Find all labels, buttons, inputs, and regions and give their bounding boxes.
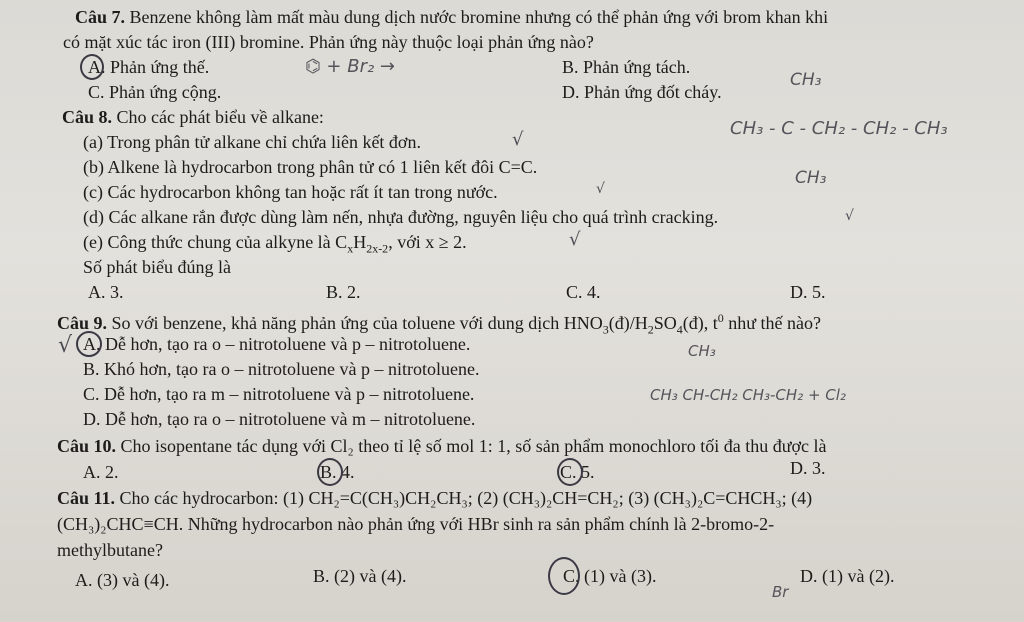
q7-line2: có mặt xúc tác iron (III) bromine. Phản ứng này thuộc loại phản ứng nào?: [63, 32, 594, 52]
answer-circle-mark: [548, 557, 580, 595]
q7-stem: Benzene không làm mất màu dung dịch nước bromine nhưng có thể phản ứng với brom khan khi: [129, 7, 829, 27]
q9-stem-post: (đ), t: [682, 313, 718, 333]
check-mark-icon: √: [845, 208, 854, 224]
q7-option-c[interactable]: C. Phản ứng cộng.: [88, 82, 222, 102]
q9-mid: (đ)/H: [608, 313, 648, 333]
q9-sub3: 3: [602, 322, 609, 337]
q8-e-h: H: [353, 232, 367, 252]
q8-statement-a: (a) Trong phân tử alkane chỉ chứa liên kết đơn.: [83, 132, 421, 152]
q8-statement-d: (d) Các alkane rắn được dùng làm nến, nhựa đường, nguyên liệu cho quá trình cracking.: [83, 207, 719, 227]
q11-number: Câu 11.: [57, 488, 116, 508]
q7-option-a[interactable]: A. Phản ứng thế.: [88, 57, 210, 77]
check-mark-icon: √: [596, 181, 605, 197]
q11-option-c[interactable]: C. (1) và (3).: [563, 566, 657, 586]
q8-stem-line: [62, 106, 324, 128]
q7-option-b[interactable]: B. Phản ứng tách.: [562, 57, 691, 77]
q10-option-b[interactable]: B. 4.: [320, 462, 355, 482]
q9-number: Câu 9.: [57, 313, 108, 333]
q10-option-d[interactable]: D. 3.: [790, 458, 826, 478]
q9-option-b[interactable]: B. Khó hơn, tạo ra o – nitrotoluene và p – nitrotoluene.: [83, 359, 480, 379]
q8-e-prefix: (e) Công thức chung của alkyne là C: [83, 232, 348, 252]
handwritten-br: Br: [772, 583, 789, 601]
q11-line3: methylbutane?: [57, 540, 163, 560]
q9-sub4: 4: [676, 322, 683, 337]
q7-option-d[interactable]: D. Phản ứng đốt cháy.: [562, 82, 722, 102]
check-mark-icon: √: [58, 333, 73, 358]
check-mark-icon: √: [569, 229, 581, 250]
q7-line1: [75, 6, 828, 28]
q9-stem-pre: So với benzene, khả năng phản ứng của toluene với dung dịch HNO: [111, 313, 603, 333]
q9-sub2: 2: [647, 322, 654, 337]
handwritten-isopentane-cl2: CH₃ CH-CH₂ CH₃-CH₂ + Cl₂: [650, 386, 846, 404]
q10-option-a[interactable]: A. 2.: [83, 462, 119, 482]
handwritten-carbon-chain: CH₃ - C - CH₂ - CH₂ - CH₃: [730, 118, 948, 139]
q11-line1: [57, 487, 812, 509]
q9-sup0: 0: [717, 311, 724, 325]
answer-circle-mark: [557, 458, 583, 486]
q8-option-a[interactable]: A. 3.: [88, 282, 124, 302]
q8-stem: Cho các phát biểu về alkane:: [116, 107, 324, 127]
q8-statement-c: (c) Các hydrocarbon không tan hoặc rất ít tan trong nước.: [83, 182, 498, 202]
q8-option-d[interactable]: D. 5.: [790, 282, 826, 302]
q10-option-c[interactable]: C. 5.: [560, 462, 595, 482]
q9-stem-end: như thế nào?: [723, 313, 821, 333]
q9-option-c[interactable]: C. Dễ hơn, tạo ra m – nitrotoluene và p – nitrotoluene.: [83, 384, 475, 404]
q9-so: SO: [653, 313, 677, 333]
answer-circle-mark: [80, 54, 104, 80]
q8-statement-b: (b) Alkene là hydrocarbon trong phân tử có 1 liên kết đôi C=C.: [83, 157, 538, 177]
handwritten-ch3-top: CH₃: [790, 70, 822, 90]
answer-circle-mark: [76, 331, 102, 357]
q8-e-sub: 2x-2: [366, 241, 389, 256]
q7-number: Câu 7.: [75, 7, 126, 27]
q10-stem-line: [57, 435, 827, 457]
q8-e-sub-x: x: [347, 241, 354, 256]
q11-line2: (CH₃)₂CHC≡CH. Những hydrocarbon nào phản ứng với HBr sinh ra sản phẩm chính là 2-bromo-2-: [57, 514, 775, 534]
q11-option-d[interactable]: D. (1) và (2).: [800, 566, 895, 586]
q8-count-prompt: Số phát biểu đúng là: [83, 257, 231, 277]
q9-option-a[interactable]: A. Dễ hơn, tạo ra o – nitrotoluene và p – nitrotoluene.: [83, 334, 471, 354]
q8-option-c[interactable]: C. 4.: [566, 282, 601, 302]
check-mark-icon: √: [512, 129, 524, 150]
q11-option-b[interactable]: B. (2) và (4).: [313, 566, 407, 586]
q8-e-suffix: , với x ≥ 2.: [388, 232, 467, 252]
handwritten-toluene-ch3: CH₃: [688, 342, 716, 360]
q10-stem: Cho isopentane tác dụng với Cl₂ theo tỉ lệ số mol 1: 1, số sản phẩm monochloro tối đa thu được là: [120, 436, 827, 456]
q11-option-a[interactable]: A. (3) và (4).: [75, 570, 170, 590]
q10-number: Câu 10.: [57, 436, 117, 456]
q8-option-b[interactable]: B. 2.: [326, 282, 361, 302]
handwritten-benzene-br2: ⌬ + Br₂ →: [305, 56, 396, 77]
q8-number: Câu 8.: [62, 107, 113, 127]
answer-circle-mark: [317, 458, 343, 486]
q9-option-d[interactable]: D. Dễ hơn, tạo ra o – nitrotoluene và m – nitrotoluene.: [83, 409, 476, 429]
q11-stem-line1: Cho các hydrocarbon: (1) CH₂=C(CH₃)CH₂CH₃; (2) (CH₃)₂CH=CH₂; (3) (CH₃)₂C=CHCH₃; (4): [119, 488, 813, 508]
handwritten-ch3-bottom: CH₃: [795, 168, 827, 188]
